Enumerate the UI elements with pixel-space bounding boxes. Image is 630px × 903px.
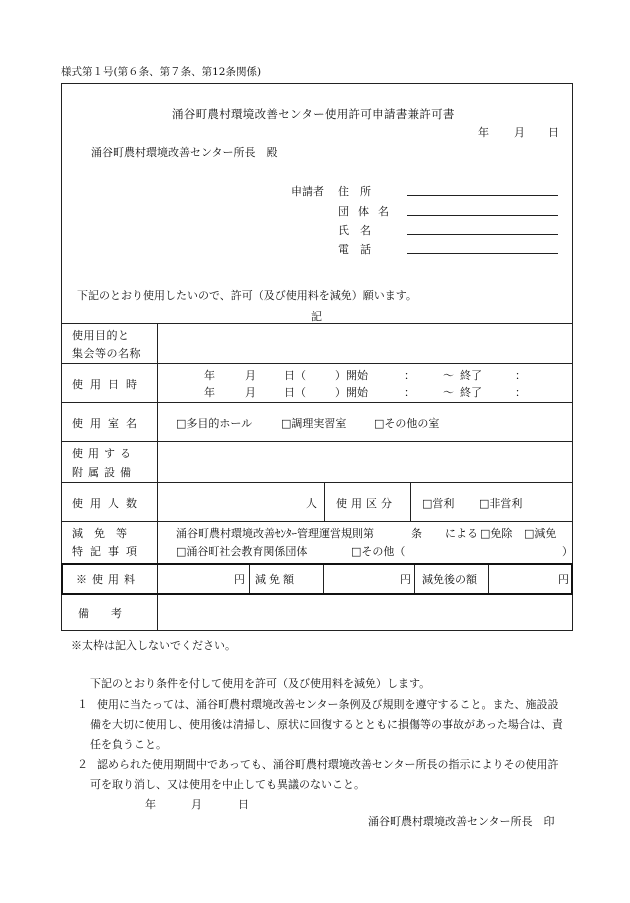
reduction-amount-label: 減免額 — [255, 573, 297, 586]
people-count-field[interactable] — [160, 484, 300, 519]
applicant-group-label: 団体名 — [338, 205, 398, 218]
applicant-label: 申請者 — [291, 185, 324, 198]
condition-2-line-2: 可を取り消し、又は使用を中止しても異議のないこと。 — [90, 778, 365, 791]
category-profit-option[interactable]: □営利 — [422, 497, 455, 510]
reduction-label-2: 特記事項 — [72, 545, 144, 558]
address-field[interactable] — [407, 195, 558, 196]
fee-label: ※使用料 — [76, 573, 140, 586]
name-field[interactable] — [407, 234, 558, 235]
form-title: 涌谷町農村環境改善センター使用許可申請書兼許可書 — [172, 107, 455, 121]
addressee: 涌谷町農村環境改善センター所長 殿 — [91, 146, 278, 159]
form-id: 様式第１号(第６条、第７条、第12条関係) — [61, 66, 262, 78]
date1-end: 終了 — [460, 369, 482, 382]
date1-month: 月 — [245, 369, 256, 382]
purpose-label-2: 集会等の名称 — [72, 347, 141, 360]
after-reduction-label: 減免後の額 — [422, 573, 477, 586]
condition-1-number: １ — [77, 698, 88, 711]
condition-2-number: ２ — [77, 758, 88, 771]
condition-2-line-1: 認められた使用期間中であっても、涌谷町農村環境改善センター所長の指示によりその使用許 — [97, 758, 559, 771]
room-option-other[interactable]: □その他の室 — [374, 417, 440, 430]
purpose-label-1: 使用目的と — [72, 329, 130, 342]
permit-date-month: 月 — [191, 798, 202, 811]
date2-start: ）開始 — [335, 386, 368, 399]
reduction-amount-yen: 円 — [400, 573, 411, 586]
condition-1-line-3: 任を負うこと。 — [90, 738, 167, 751]
people-unit: 人 — [306, 497, 317, 510]
reduction-label-1: 減免等 — [72, 527, 138, 540]
purpose-field[interactable] — [160, 326, 570, 360]
permit-text: 下記のとおり条件を付して使用を許可（及び使用料を減免）します。 — [90, 677, 431, 690]
date1-day: 日（ — [284, 369, 306, 382]
director-signature: 涌谷町農村環境改善センター所長 印 — [368, 815, 555, 828]
permit-date-year: 年 — [145, 798, 156, 811]
people-label: 使用人数 — [72, 497, 144, 510]
date1-colon: ： — [404, 369, 415, 382]
room-option-hall[interactable]: □多目的ホール — [176, 417, 253, 430]
date1-year: 年 — [204, 369, 215, 382]
applicant-address-label: 住 所 — [338, 185, 371, 198]
after-reduction-yen: 円 — [558, 573, 569, 586]
date2-tilde: ～ — [443, 386, 454, 399]
date-day: 日 — [548, 126, 559, 139]
remarks-field[interactable] — [160, 597, 570, 628]
date2-day: 日（ — [284, 386, 306, 399]
condition-1-line-2: 備を大切に使用し、使用後は清掃し、原状に回復するとともに損傷等の事故があった場合は、責 — [90, 718, 563, 731]
date2-month: 月 — [245, 386, 256, 399]
room-label: 使用室名 — [72, 417, 144, 430]
condition-1-line-1: 使用に当たっては、涌谷町農村環境改善センター条例及び規則を遵守すること。また、施設設 — [97, 698, 559, 711]
applicant-phone-label: 電 話 — [338, 243, 371, 256]
equipment-label-1: 使用する — [72, 447, 136, 460]
equipment-field[interactable] — [160, 444, 570, 479]
social-education-option[interactable]: □涌谷町社会教育関係団体 — [176, 545, 308, 558]
reduction-article: 条 — [411, 527, 422, 540]
remarks-label: 備 考 — [78, 607, 122, 620]
date-month: 月 — [514, 126, 525, 139]
date1-colon2: ： — [515, 369, 526, 382]
date-year: 年 — [478, 126, 489, 139]
category-nonprofit-option[interactable]: □非営利 — [479, 497, 523, 510]
date1-tilde: ～ — [443, 369, 454, 382]
exemption-option[interactable]: □免除 — [480, 527, 513, 540]
permit-date-day: 日 — [238, 798, 249, 811]
request-text: 下記のとおり使用したいので、許可（及び使用料を減免）願います。 — [77, 289, 417, 302]
other-option[interactable]: □その他（ — [351, 545, 406, 558]
date2-year: 年 — [204, 386, 215, 399]
room-option-kitchen[interactable]: □調理実習室 — [281, 417, 347, 430]
date1-start: ）開始 — [335, 369, 368, 382]
date2-colon: ： — [404, 386, 415, 399]
dates-label: 使用日時 — [72, 378, 144, 391]
group-field[interactable] — [407, 215, 558, 216]
phone-field[interactable] — [407, 253, 558, 254]
other-close-paren: ） — [562, 545, 573, 558]
equipment-label-2: 附属設備 — [72, 466, 136, 479]
reduction-option[interactable]: □減免 — [524, 527, 557, 540]
fee-yen: 円 — [234, 573, 245, 586]
bold-frame-note: ※太枠は記入しないでください。 — [71, 639, 236, 652]
reduction-by: による — [445, 527, 478, 540]
applicant-name-label: 氏 名 — [338, 224, 371, 237]
date2-end: 終了 — [460, 386, 482, 399]
reduction-rule-text: 涌谷町農村環境改善ｾﾝﾀｰ管理運営規則第 — [176, 527, 374, 540]
category-label: 使用区分 — [336, 497, 396, 510]
date2-colon2: ： — [515, 386, 526, 399]
ki-label: 記 — [311, 310, 322, 323]
